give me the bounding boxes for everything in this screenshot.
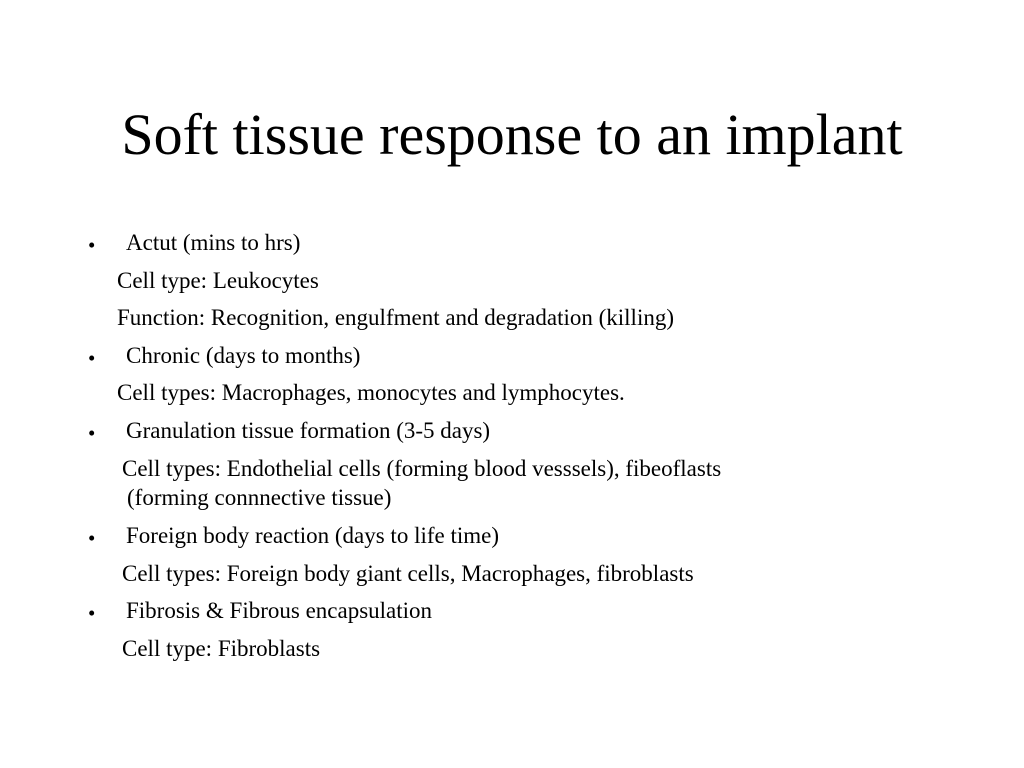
bullet-icon: •	[88, 233, 96, 257]
section-detail: Cell types: Foreign body giant cells, Macrophages, fibroblasts	[122, 561, 694, 586]
section-detail: (forming connnective tissue)	[127, 485, 392, 510]
section-heading: Foreign body reaction (days to life time)	[126, 523, 500, 548]
section-detail: Cell type: Fibroblasts	[122, 636, 321, 661]
bullet-icon: •	[88, 346, 96, 370]
bullet-icon: •	[88, 421, 96, 445]
section-detail: Cell types: Macrophages, monocytes and lymphocytes.	[117, 380, 625, 405]
section-detail: Function: Recognition, engulfment and degradation (killing)	[117, 305, 674, 330]
section-heading: Chronic (days to months)	[126, 343, 361, 368]
bullet-icon: •	[88, 601, 96, 625]
section-detail: Cell type: Leukocytes	[117, 268, 319, 293]
section-heading: Fibrosis & Fibrous encapsulation	[126, 598, 433, 623]
section-heading: Actut (mins to hrs)	[126, 230, 301, 255]
slide-title: Soft tissue response to an implant	[121, 102, 903, 167]
section-heading: Granulation tissue formation (3-5 days)	[126, 418, 491, 443]
bullet-icon: •	[88, 526, 96, 550]
section-detail: Cell types: Endothelial cells (forming blood vesssels), fibeoflasts	[122, 456, 722, 481]
